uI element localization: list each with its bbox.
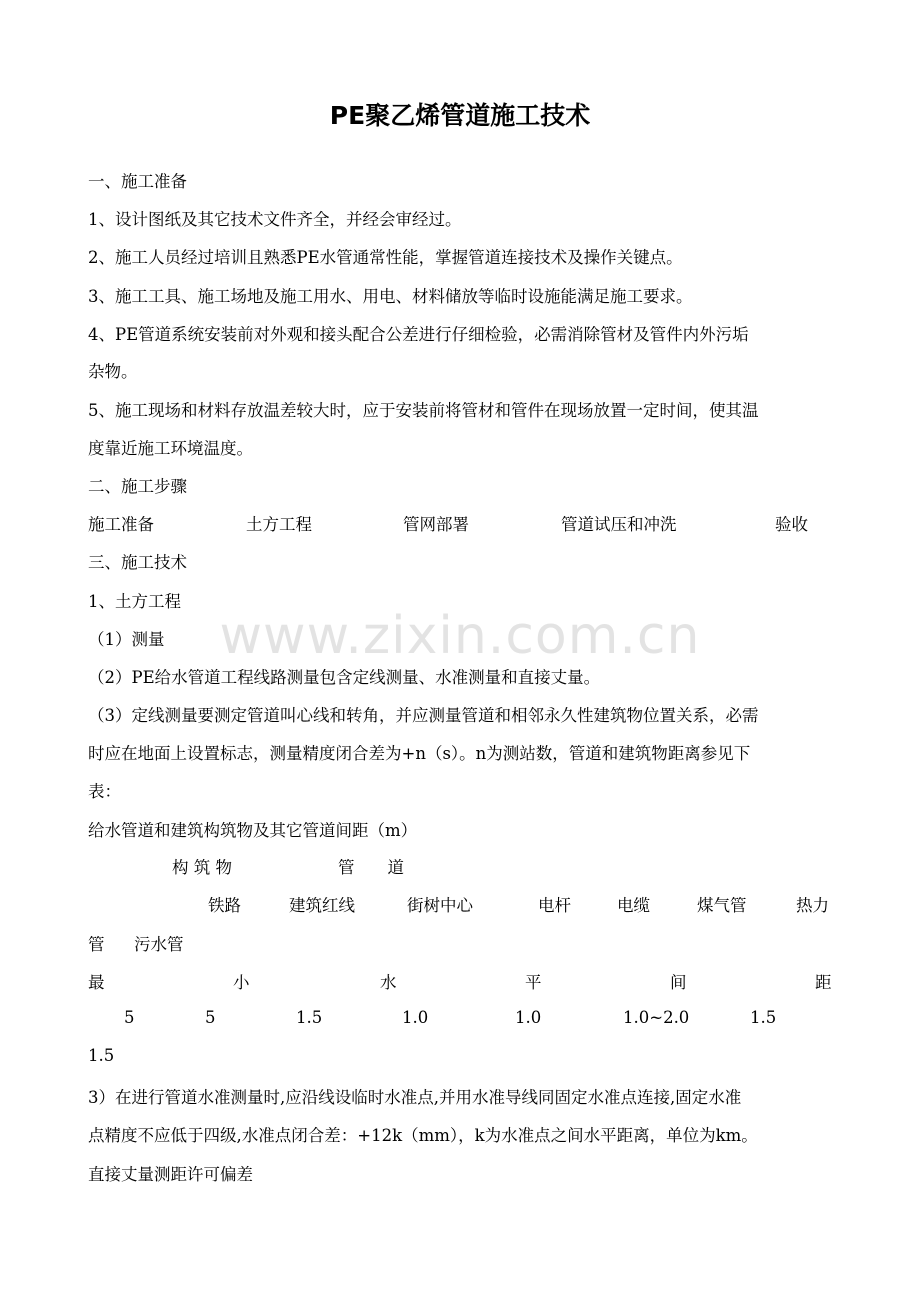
table-row-label: 小	[233, 973, 250, 992]
paragraph: 3）在进行管道水准测量时,应沿线设临时水准点,并用水准导线同固定水准点连接,固定水准	[88, 1088, 742, 1107]
paragraph: 时应在地面上设置标志，测量精度闭合差为+n（s）。n为测站数，管道和建筑物距离参见下	[88, 744, 751, 763]
paragraph: 杂物。	[88, 362, 138, 381]
table-cell: 5	[124, 1008, 135, 1027]
table-header-cell: 铁路	[208, 896, 241, 915]
paragraph: （1）测量	[88, 630, 165, 649]
table-cell: 1.5	[88, 1046, 115, 1065]
table-header-cell: 热力	[796, 896, 829, 915]
section-heading-steps: 二、施工步骤	[88, 477, 187, 496]
watermark: www.zixin.com.cn	[219, 606, 701, 666]
sub-heading: 1、土方工程	[88, 592, 181, 611]
table-cell: 1.0~2.0	[623, 1008, 690, 1027]
table-row-label: 平	[525, 973, 542, 992]
paragraph: 3、施工工具、施工场地及施工用水、用电、材料储放等临时设施能满足施工要求。	[88, 287, 693, 306]
table-row-label: 最	[88, 973, 105, 992]
section-heading-technique: 三、施工技术	[88, 553, 187, 572]
paragraph: 2、施工人员经过培训且熟悉PE水管通常性能，掌握管道连接技术及操作关键点。	[88, 248, 683, 267]
table-header-cell: 电杆	[538, 896, 571, 915]
table-caption: 给水管道和建筑构筑物及其它管道间距（m）	[88, 821, 418, 840]
table-header-cell: 管 道	[338, 858, 404, 877]
table-row-label: 距	[815, 973, 832, 992]
table-header-cell: 污水管	[134, 935, 184, 954]
table-cell: 1.0	[515, 1008, 542, 1027]
table-header-cell: 煤气管	[697, 896, 747, 915]
step-item: 管道试压和冲洗	[561, 515, 677, 534]
table-cell: 1.5	[750, 1008, 777, 1027]
paragraph: 表：	[88, 782, 121, 801]
table-header-cell: 构 筑 物	[172, 858, 232, 877]
paragraph: 5、施工现场和材料存放温差较大时，应于安装前将管材和管件在现场放置一定时间，使其温	[88, 401, 759, 420]
paragraph: 点精度不应低于四级,水准点闭合差：+12k（mm），k为水准点之间水平距离，单位为km。	[88, 1126, 758, 1145]
paragraph: （3）定线测量要测定管道叫心线和转角，并应测量管道和相邻永久性建筑物位置关系，必需	[88, 706, 759, 725]
step-item: 土方工程	[246, 515, 312, 534]
table-header-cell: 街树中心	[407, 896, 473, 915]
step-item: 管网部署	[403, 515, 469, 534]
table-row-label: 间	[670, 973, 687, 992]
step-item: 施工准备	[88, 515, 154, 534]
table-header-cell: 电缆	[617, 896, 650, 915]
table-row-label: 水	[380, 973, 397, 992]
document-title: PE聚乙烯管道施工技术	[329, 101, 591, 130]
section-heading-preparation: 一、施工准备	[88, 172, 187, 191]
paragraph: 度靠近施工环境温度。	[88, 439, 253, 458]
table-header-cell: 建筑红线	[289, 896, 355, 915]
table-cell: 1.0	[402, 1008, 429, 1027]
paragraph: 直接丈量测距许可偏差	[88, 1165, 253, 1184]
paragraph: 4、PE管道系统安装前对外观和接头配合公差进行仔细检验，必需消除管材及管件内外污垢	[88, 325, 749, 344]
paragraph: （2）PE给水管道工程线路测量包含定线测量、水准测量和直接丈量。	[88, 668, 601, 687]
table-cell: 5	[205, 1008, 216, 1027]
table-cell: 1.5	[296, 1008, 323, 1027]
paragraph: 1、设计图纸及其它技术文件齐全，并经会审经过。	[88, 210, 462, 229]
step-item: 验收	[775, 515, 808, 534]
table-header-cell: 管	[88, 935, 105, 954]
